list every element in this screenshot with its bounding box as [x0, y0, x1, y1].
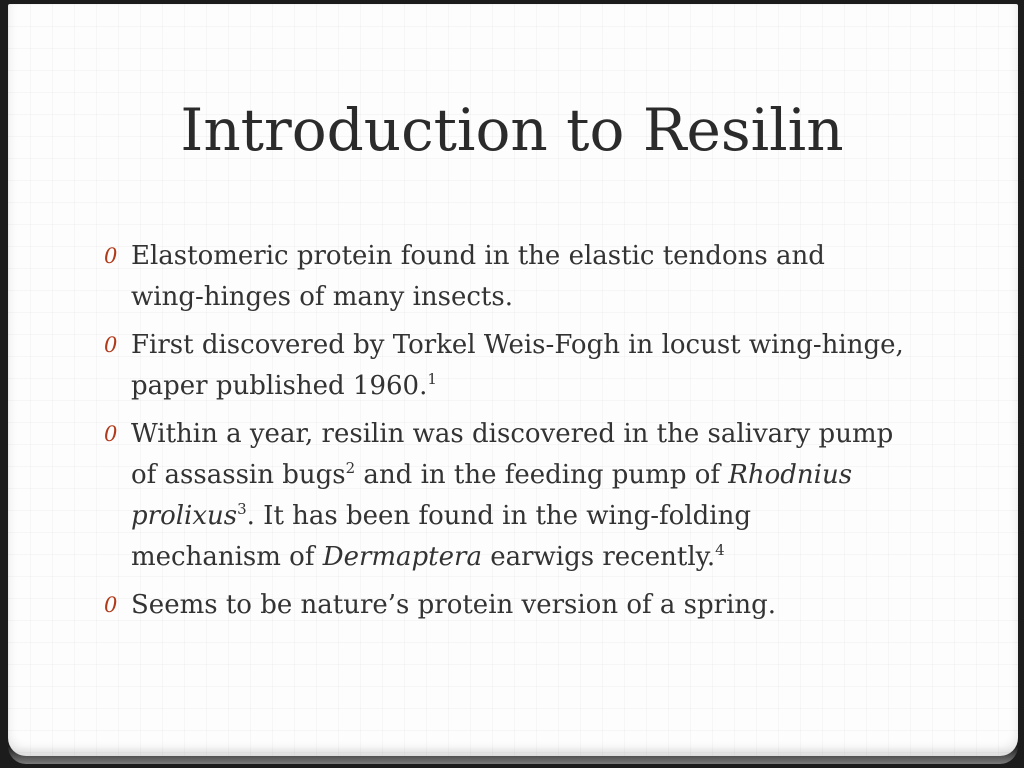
bullet-marker: 0 — [104, 333, 118, 357]
bullet-text: and in the feeding pump of — [355, 460, 729, 490]
bullet-text: earwigs recently. — [481, 542, 716, 572]
reference-superscript: 3 — [237, 500, 247, 518]
bullet-item-4 — [104, 585, 904, 626]
bullet-marker: 0 — [104, 244, 118, 268]
bullet-text: . It has been found in the wing-folding mechanism of — [131, 501, 751, 572]
reference-superscript: 4 — [715, 541, 725, 559]
bullet-list — [104, 236, 904, 633]
bullet-marker: 0 — [104, 422, 118, 446]
bullet-marker: 0 — [104, 593, 118, 617]
bullet-item-2 — [104, 325, 904, 407]
bullet-item-3 — [104, 414, 904, 578]
bullet-text: Seems to be nature’s protein version of a spring. — [131, 590, 777, 620]
species-name-italic: Rhodnius prolixus — [131, 460, 853, 531]
reference-superscript: 2 — [345, 459, 356, 477]
order-name-italic: Dermaptera — [322, 542, 482, 572]
bullet-text: First discovered by Torkel Weis-Fogh in locust wing-hinge, paper published 1960. — [131, 330, 904, 401]
bullet-item-1 — [104, 236, 904, 318]
bullet-text: Within a year, resilin was discovered in the salivary pump of assassin bugs — [131, 419, 894, 490]
reference-superscript: 1 — [427, 370, 437, 388]
slide-title: Introduction to Resilin — [180, 96, 844, 164]
bullet-text: Elastomeric protein found in the elastic tendons and wing-hinges of many insects. — [131, 241, 825, 312]
